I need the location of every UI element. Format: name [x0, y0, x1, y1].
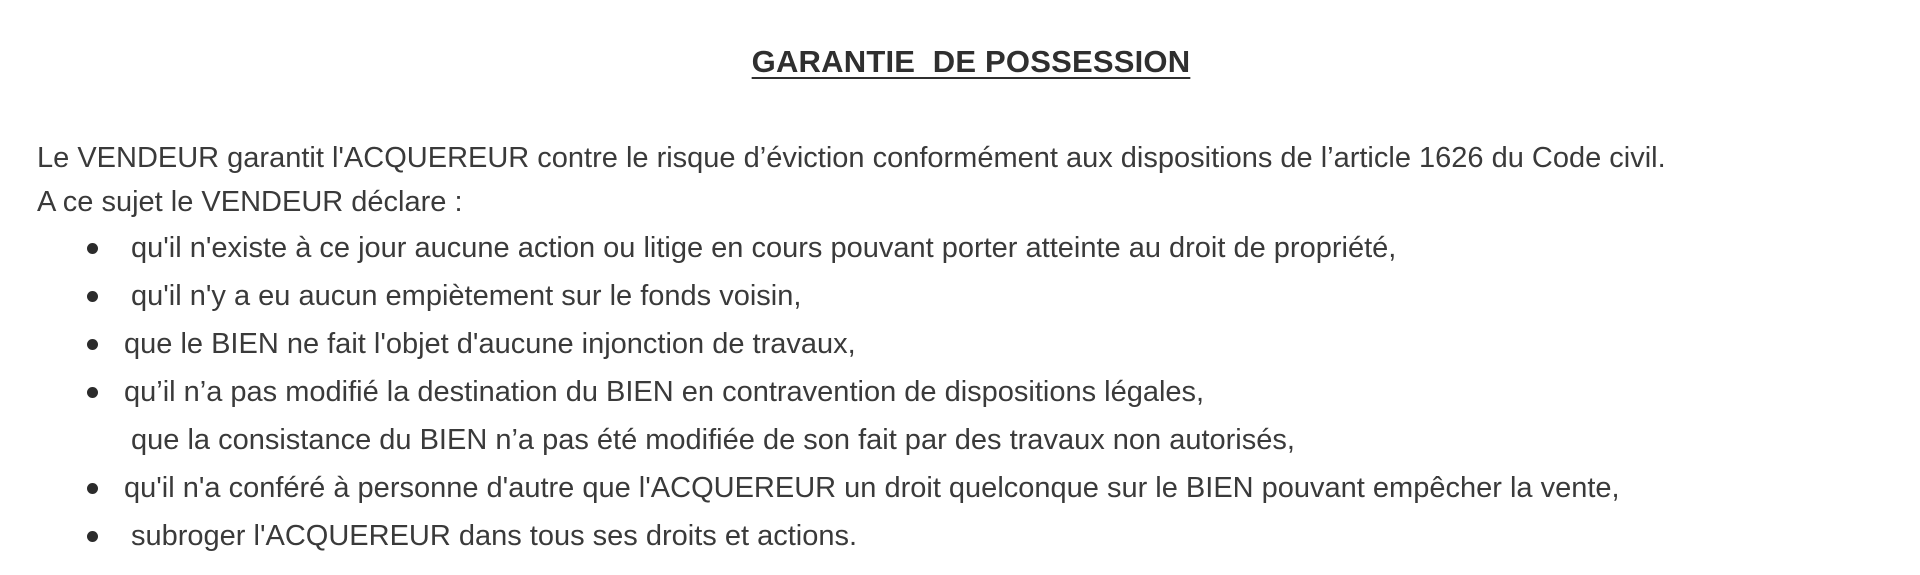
intro-paragraph-line-1: Le VENDEUR garantit l'ACQUEREUR contre le risque d’éviction conformément aux dispositions de l’article 1626 du Code civil.: [37, 142, 1666, 174]
bullet-icon: [87, 387, 98, 398]
list-item: [0, 228, 1900, 268]
intro-paragraph-line-2: A ce sujet le VENDEUR déclare :: [37, 186, 463, 218]
list-item: [0, 276, 1900, 316]
list-item-text: qu'il n'existe à ce jour aucune action ou litige en cours pouvant porter atteinte au droit de propriété,: [131, 232, 1397, 264]
bullet-icon: [87, 291, 98, 302]
list-item: [0, 516, 1900, 556]
bullet-icon: [87, 531, 98, 542]
bullet-icon: [87, 339, 98, 350]
list-item: [0, 468, 1900, 508]
bullet-icon: [87, 243, 98, 254]
list-item: [0, 372, 1900, 412]
section-title: GARANTIE DE POSSESSION: [751, 44, 1191, 79]
bullet-icon: [87, 483, 98, 494]
list-item-text: qu’il n’a pas modifié la destination du BIEN en contravention de dispositions légales,: [124, 376, 1205, 408]
list-item-continuation: [0, 420, 1900, 460]
list-item-text: subroger l'ACQUEREUR dans tous ses droits et actions.: [131, 520, 858, 552]
list-item-text: qu'il n'a conféré à personne d'autre que l'ACQUEREUR un droit quelconque sur le BIEN pouvant empêcher la vente,: [124, 472, 1620, 504]
list-item-text: que le BIEN ne fait l'objet d'aucune injonction de travaux,: [124, 328, 856, 360]
list-item-text: qu'il n'y a eu aucun empiètement sur le fonds voisin,: [131, 280, 802, 312]
list-item: [0, 324, 1900, 364]
list-item-text: que la consistance du BIEN n’a pas été modifiée de son fait par des travaux non autorisés,: [131, 424, 1295, 456]
